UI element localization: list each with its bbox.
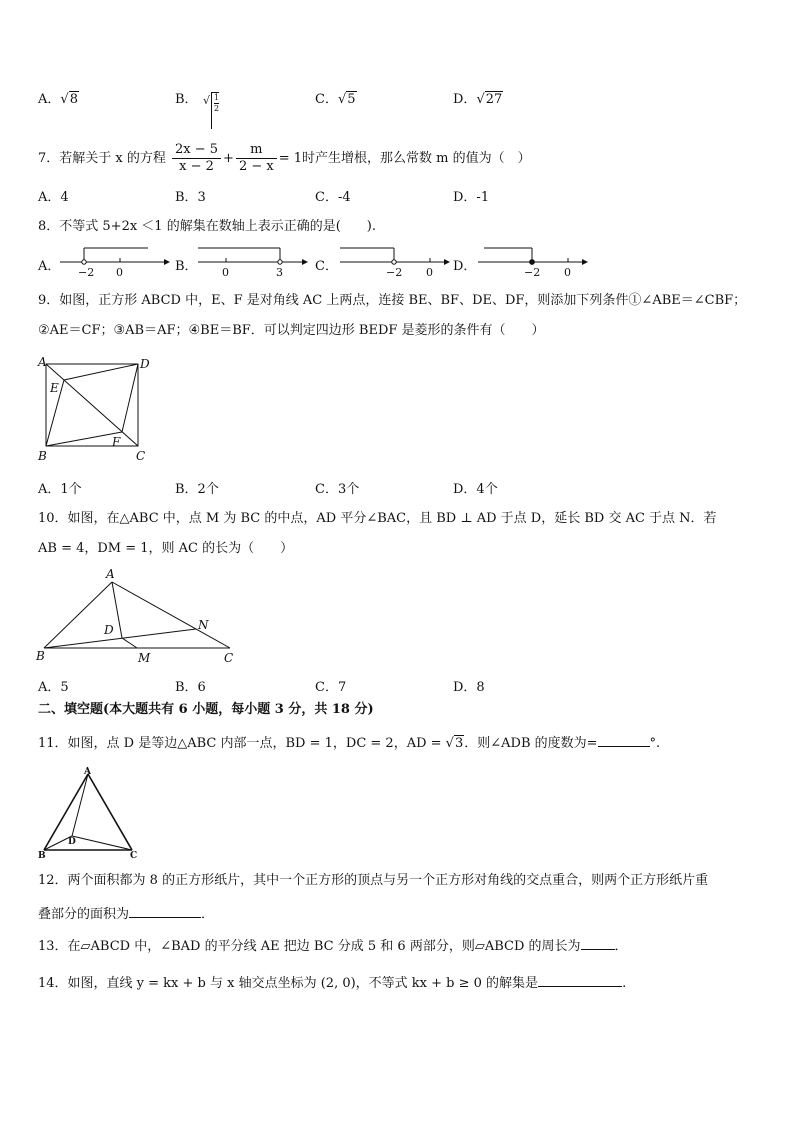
q9-figure-square	[36, 354, 156, 466]
q8-option-b-label: B．	[175, 259, 198, 274]
section-2-heading: 二、填空题(本大题共有 6 小题，每小题 3 分，共 18 分)	[38, 702, 374, 717]
q10-option-a: A．5	[38, 680, 69, 695]
q6-option-a: A．√8	[38, 92, 78, 107]
q11-figure-triangle	[36, 764, 144, 862]
q8-c-tick-1: −2	[386, 266, 403, 279]
q9-label-e: E	[50, 381, 59, 395]
q10-label-d: D	[104, 623, 114, 637]
q8-number-line-d	[478, 244, 588, 280]
q9-option-a: A．1个	[38, 482, 82, 497]
q11-label-a: A	[84, 767, 91, 777]
q10-option-c: C．7	[315, 680, 347, 695]
q9-label-b: B	[38, 449, 47, 463]
q11-answer-blank[interactable]	[598, 732, 650, 747]
q10-label-c: C	[224, 651, 234, 665]
q8-a-tick-1: −2	[78, 266, 95, 279]
q10-option-b: B．6	[175, 680, 206, 695]
q10-label-m: M	[138, 651, 151, 665]
q10-label-b: B	[36, 649, 45, 663]
q10-label-a: A	[106, 567, 115, 581]
q11-label-d: D	[68, 837, 76, 847]
question-9-line-1: 9．如图，正方形 ABCD 中，E、F 是对角线 AC 上两点，连接 BE、BF、DE、DF，则添加下列条件①∠ABE＝∠CBF；	[38, 293, 747, 308]
q14-answer-blank[interactable]	[538, 972, 622, 987]
q8-a-tick-2: 0	[116, 266, 123, 279]
question-10-line-2: AB = 4，DM = 1，则 AC 的长为（ ）	[38, 541, 294, 556]
q7-option-a: A．4	[38, 190, 69, 205]
q7-option-d: D．-1	[453, 190, 490, 205]
q8-d-tick-2: 0	[564, 266, 571, 279]
q9-label-c: C	[136, 449, 146, 463]
q6-option-c: C．√5	[315, 92, 356, 107]
question-14: 14．如图，直线 y = kx + b 与 x 轴交点坐标为 (2, 0)，不等式 kx + b ≥ 0 的解集是 .	[38, 972, 626, 993]
q8-option-a-label: A．	[38, 259, 61, 274]
q10-figure-triangle	[36, 566, 242, 666]
q10-option-d: D．8	[453, 680, 485, 695]
q6-option-d: D．√27	[453, 92, 503, 107]
q12-answer-blank[interactable]	[129, 903, 201, 918]
q8-b-tick-1: 0	[222, 266, 229, 279]
q9-label-f: F	[112, 435, 121, 449]
q11-label-c: C	[130, 851, 138, 861]
q8-option-d-label: D．	[453, 259, 477, 274]
q9-option-d: D．4个	[453, 482, 498, 497]
q6-option-b: B． √ 1 2	[175, 88, 198, 107]
question-9-line-2: ②AE＝CF；③AB＝AF；④BE＝BF．可以判定四边形 BEDF 是菱形的条件有（ ）	[38, 323, 545, 338]
q9-option-c: C．3个	[315, 482, 360, 497]
question-12-line-2: 叠部分的面积为 ．	[38, 903, 214, 924]
question-7: 7．若解关于 x 的方程 $\frac{2x - 5}{x - 2}$ + $\frac{m}{2 - x}$ = 1时产生增根，那么常数 m 的值为（ ）	[38, 142, 531, 174]
q7-option-b: B．3	[175, 190, 206, 205]
question-11: 11．如图，点 D 是等边△ABC 内部一点，BD = 1，DC = 2，AD = √3．则∠ADB 的度数为= °.	[38, 732, 660, 753]
q9-option-b: B．2个	[175, 482, 219, 497]
q8-number-line-c	[340, 244, 450, 280]
q11-label-b: B	[38, 851, 46, 861]
q8-number-line-b	[198, 244, 308, 280]
q7-fraction-1: $\frac{2x - 5}{x - 2}$	[172, 142, 221, 175]
question-8: 8．不等式 5+2x ＜1 的解集在数轴上表示正确的是( ).	[38, 219, 376, 234]
q8-number-line-a	[60, 244, 170, 280]
q8-option-c-label: C．	[315, 259, 338, 274]
q8-c-tick-2: 0	[426, 266, 433, 279]
q9-label-d: D	[140, 357, 150, 371]
q9-label-a: A	[38, 355, 47, 369]
q13-answer-blank[interactable]	[581, 935, 615, 950]
q10-label-n: N	[198, 618, 209, 632]
q7-fraction-2: $\frac{m}{2 - x}$	[236, 142, 277, 175]
q8-d-tick-1: −2	[524, 266, 541, 279]
q8-b-tick-2: 3	[276, 266, 283, 279]
question-12-line-1: 12．两个面积都为 8 的正方形纸片，其中一个正方形的顶点与另一个正方形对角线的交点重合，则两个正方形纸片重	[38, 873, 709, 888]
q7-option-c: C．-4	[315, 190, 351, 205]
question-13: 13．在▱ABCD 中，∠BAD 的平分线 AE 把边 BC 分成 5 和 6 两部分，则▱ABCD 的周长为 ．	[38, 935, 628, 956]
question-10-line-1: 10．如图，在△ABC 中，点 M 为 BC 的中点，AD 平分∠BAC，且 BD ⊥ AD 于点 D，延长 BD 交 AC 于点 N．若	[38, 511, 717, 526]
